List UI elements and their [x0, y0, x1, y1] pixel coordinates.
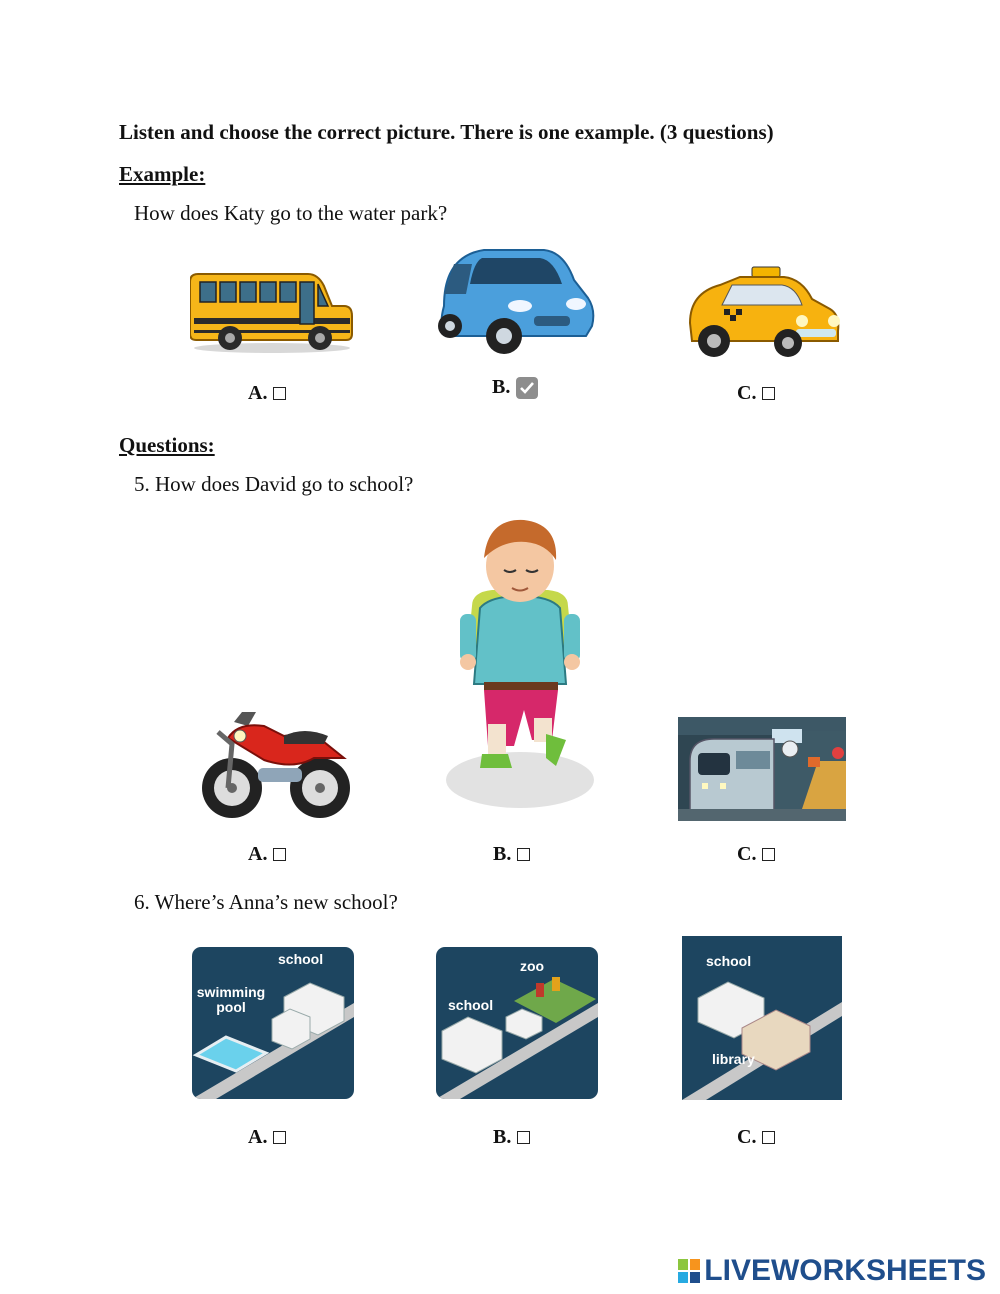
tile-label-zoo: zoo: [520, 958, 545, 974]
taxi-picture: [684, 265, 842, 359]
checkbox-icon[interactable]: [517, 848, 530, 861]
question-6-option-b[interactable]: [493, 1126, 530, 1149]
question-6-option-c[interactable]: [737, 1126, 775, 1149]
question-6-text: 6. Where’s Anna’s new school?: [134, 890, 398, 914]
checked-checkbox-icon[interactable]: [516, 377, 538, 399]
option-label: A.: [248, 382, 268, 404]
option-label: A.: [248, 1126, 268, 1148]
tile-label-school: school: [278, 951, 324, 967]
school-swimming-pool-picture: [192, 947, 354, 1099]
example-option-a[interactable]: [248, 382, 286, 405]
checkbox-icon[interactable]: [273, 1131, 286, 1144]
tile-label-library: library: [712, 1051, 755, 1067]
tile-label-school: school: [706, 953, 752, 969]
school-library-picture: [682, 936, 842, 1100]
question-5-option-a[interactable]: [248, 843, 286, 866]
example-heading: Example:: [119, 162, 206, 186]
question-5-option-b[interactable]: [493, 843, 530, 866]
question-5-option-c[interactable]: [737, 843, 775, 866]
blue-car-picture: [434, 246, 599, 358]
train-picture: [678, 717, 846, 821]
option-label: C.: [737, 382, 757, 404]
questions-heading: Questions:: [119, 433, 215, 457]
checkbox-icon[interactable]: [273, 387, 286, 400]
school-bus-picture: [190, 268, 355, 354]
boy-walking-picture: [442, 518, 598, 813]
checkbox-icon[interactable]: [517, 1131, 530, 1144]
logo-text: LIVEWORKSHEETS: [704, 1254, 986, 1287]
tile-label-school: school: [448, 997, 494, 1013]
school-zoo-picture: [436, 947, 598, 1099]
liveworksheets-logo[interactable]: [678, 1254, 986, 1288]
example-option-b[interactable]: [492, 376, 538, 399]
checkbox-icon[interactable]: [273, 848, 286, 861]
question-6-option-a[interactable]: [248, 1126, 286, 1149]
option-label: B.: [493, 843, 512, 865]
example-question: How does Katy go to the water park?: [134, 201, 448, 225]
option-label: C.: [737, 1126, 757, 1148]
checkbox-icon[interactable]: [762, 387, 775, 400]
tile-label-swimming-pool: swimming pool: [196, 984, 266, 1015]
option-label: B.: [493, 1126, 512, 1148]
checkbox-icon[interactable]: [762, 1131, 775, 1144]
instruction-text: Listen and choose the correct picture. There is one example. (3 questions): [119, 120, 774, 144]
option-label: B.: [492, 376, 511, 398]
example-option-c[interactable]: [737, 382, 775, 405]
checkbox-icon[interactable]: [762, 848, 775, 861]
question-5-text: 5. How does David go to school?: [134, 472, 414, 496]
liveworksheets-logo-icon: [678, 1259, 700, 1283]
option-label: C.: [737, 843, 757, 865]
option-label: A.: [248, 843, 268, 865]
motorbike-picture: [198, 702, 356, 822]
